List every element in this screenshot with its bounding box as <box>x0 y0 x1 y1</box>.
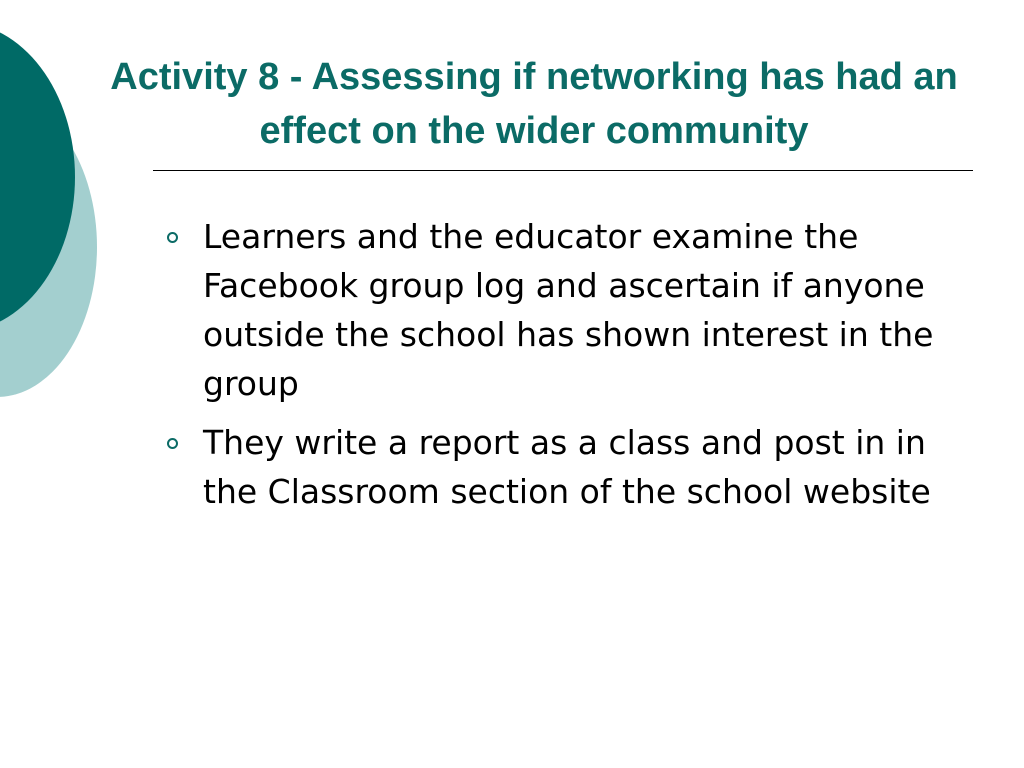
bullet-text: Learners and the educator examine the Facebook group log and ascertain if anyone outside the school has shown interest in the group <box>203 217 934 403</box>
bullet-text: They write a report as a class and post in in the Classroom section of the school website <box>203 423 931 511</box>
bullet-item <box>160 418 960 516</box>
bullet-item <box>160 212 960 408</box>
hollow-circle-bullet-icon <box>167 438 178 449</box>
slide-title: Activity 8 - Assessing if networking has had an effect on the wider community <box>110 56 958 152</box>
bullet-list <box>160 212 960 526</box>
hollow-circle-bullet-icon <box>167 232 178 243</box>
title-divider <box>153 170 973 171</box>
